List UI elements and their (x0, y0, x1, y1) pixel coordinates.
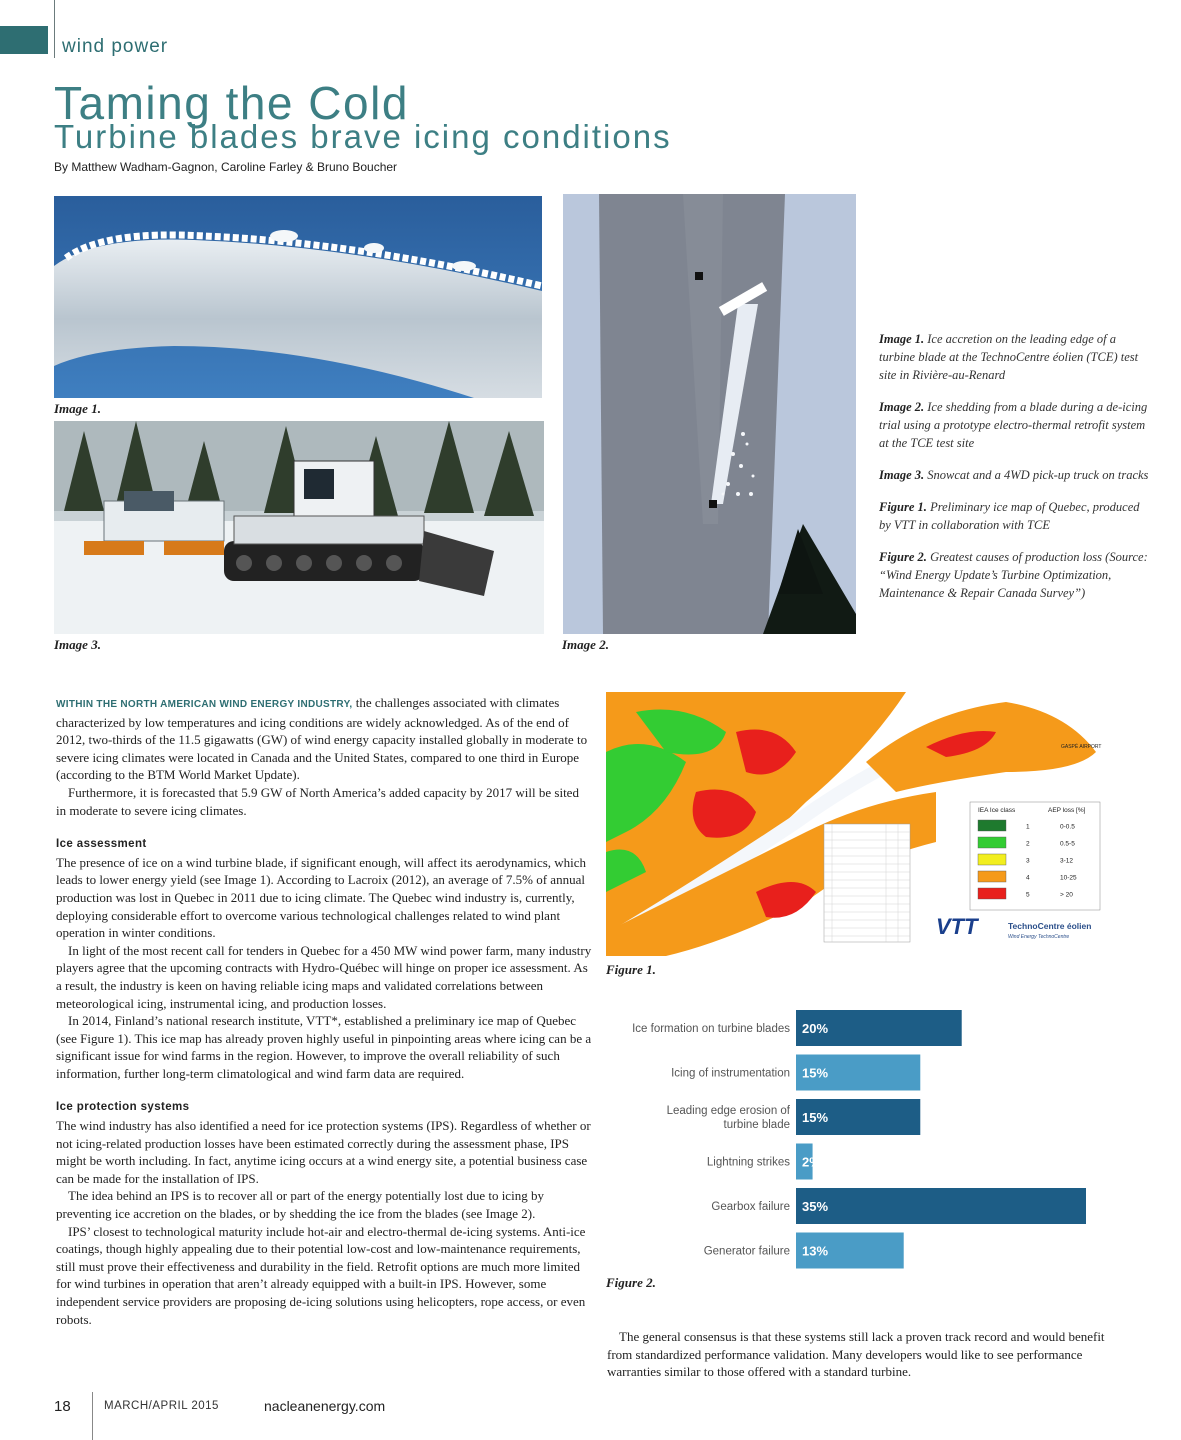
legend-swatch (978, 820, 1006, 831)
closing-paragraph: The general consensus is that these systems still lack a proven track record and would benefit from standardized performance validation. Many developers would like to see performance warranties similar to those offered with a standard turbine. (607, 1329, 1105, 1380)
image-1-tag: Image 1. (54, 401, 101, 416)
legend-header-class: IEA Ice class (978, 807, 1016, 814)
bar-value-label: 20% (802, 1021, 829, 1036)
legend-loss-value: > 20 (1060, 891, 1073, 899)
image-2-ice-shedding-photo (563, 194, 856, 634)
bar-value-label: 15% (802, 1110, 829, 1125)
article-title: Taming the Cold (54, 77, 409, 129)
category-label: Leading edge erosion of (666, 1105, 790, 1117)
image-3-snowcat-photo (54, 421, 544, 634)
body-paragraph: IPS’ closest to technological maturity include hot-air and electro-thermal de-icing systems. Anti-ice coatings, though highly appealing due to their potential low-cost and low-maintenance requirements, still must prove their effectiveness and durability in the field. Retrofit options are much more limited for wind turbines in operation that aren’t already equipped with a built-in IPS. However, some independent service providers are proposing de-icing solutions using helicopters, rope access, or even robots. (56, 1223, 586, 1327)
legend-class-value: 4 (1026, 874, 1030, 882)
image-3-tag: Image 3. (54, 637, 101, 652)
category-label: turbine blade (723, 1119, 790, 1131)
map-site-label: GASPÉ AIRPORT (1061, 744, 1102, 750)
body-paragraph: Furthermore, it is forecasted that 5.9 GW of North America’s added capacity by 2017 will be sited in moderate to severe icing climates. (56, 784, 579, 818)
category-label: Gearbox failure (711, 1201, 790, 1213)
image-1-iced-blade-photo (54, 196, 542, 398)
lead-in-caps: WITHIN THE NORTH AMERICAN WIND ENERGY INDUSTRY, (56, 699, 353, 710)
caption-image-2: Image 2. Ice shedding from a blade during a de-icing trial using a prototype electro-thermal retrofit system at the TCE test site (879, 400, 1148, 450)
legend-class-value: 1 (1026, 823, 1030, 831)
caption-figure-2: Figure 2. Greatest causes of production loss (Source: “Wind Energy Update’s Turbine Optimization, Maintenance & Repair Canada Survey”) (879, 550, 1148, 600)
caption-image-1: Image 1. Ice accretion on the leading edge of a turbine blade at the TechnoCentre éolien (TCE) test site in Rivière-au-Renard (879, 332, 1139, 382)
bar-value-label: 15% (802, 1065, 829, 1081)
legend-swatch (978, 871, 1006, 882)
body-paragraph: The idea behind an IPS is to recover all or part of the energy potentially lost due to icing by preventing ice accretion on the blades, or by shedding the ice from the blades (see Image 2). (56, 1188, 544, 1222)
body-paragraph: The wind industry has also identified a need for ice protection systems (IPS). Regardless of whether or not icing-related production losses have been estimated correctly during the assessment phase, IPS might be worth including. In fact, anytime icing occurs at a wind energy site, a potential business case can be made for the installation of IPS. (56, 1118, 591, 1186)
subhead-ice-protection: Ice protection systems (56, 1101, 190, 1114)
subhead-ice-assessment: Ice assessment (56, 838, 147, 851)
legend-header-loss: AEP loss [%] (1048, 807, 1086, 814)
footer-divider (92, 1392, 93, 1440)
legend-class-value: 5 (1026, 891, 1030, 899)
wind-farm-table (824, 824, 910, 942)
figure-2-bar-chart (606, 1008, 1102, 1270)
category-label: Generator failure (703, 1245, 790, 1258)
category-label: Icing of instrumentation (671, 1067, 790, 1080)
legend-swatch (978, 837, 1006, 848)
vtt-logo: VTT (936, 914, 978, 939)
image-2-tag: Image 2. (562, 637, 609, 652)
section-label: wind power (62, 36, 169, 57)
section-tab-block (0, 26, 48, 54)
body-paragraph: In 2014, Finland’s national research institute, VTT*, established a preliminary ice map of Quebec (see Figure 1). This ice map has already proven highly useful in pinpointing areas where icing can be a significant issue for wind farms in the region. However, to improve the overall reliability of such information, further long-term climatological and wind farm data are required. (56, 1013, 592, 1081)
page-number: 18 (54, 1398, 71, 1415)
legend-loss-value: 3-12 (1060, 857, 1074, 865)
bar-value-label: 2% (802, 1154, 821, 1170)
header-divider (54, 0, 55, 58)
tce-logo: TechnoCentre éolien (1008, 921, 1092, 931)
category-label: Lightning strikes (706, 1156, 790, 1169)
body-paragraph: In light of the most recent call for tenders in Quebec for a 450 MW wind power farm, many industry players agree that the upcoming contracts with Hydro-Québec will hinge on proper ice assessment. As a result, the industry is keen on having reliable icing maps and validated correlations between meteorological icing, instrumental icing, and production losses. (56, 942, 592, 1011)
article-subtitle: Turbine blades brave icing conditions (54, 118, 672, 155)
figure-2-tag: Figure 2. (606, 1275, 656, 1290)
legend-loss-value: 0.5-5 (1060, 840, 1075, 848)
legend-loss-value: 0-0.5 (1060, 823, 1075, 831)
caption-list (879, 330, 1151, 616)
tce-logo-sub: Wind Energy TechnoCentre (1008, 934, 1070, 940)
legend-class-value: 2 (1026, 840, 1030, 848)
figure-1-tag: Figure 1. (606, 962, 656, 977)
caption-image-3: Image 3. Snowcat and a 4WD pick-up truck on tracks (879, 468, 1149, 482)
byline: By Matthew Wadham-Gagnon, Caroline Farley & Bruno Boucher (54, 160, 398, 174)
figure-1-ice-map (606, 692, 1102, 956)
article-body (56, 694, 592, 1328)
map-legend (970, 802, 1100, 910)
legend-loss-value: 10-25 (1060, 874, 1077, 882)
bar-value-label: 35% (802, 1199, 829, 1214)
caption-figure-1: Figure 1. Preliminary ice map of Quebec, produced by VTT in collaboration with TCE (879, 500, 1140, 532)
body-paragraph: WITHIN THE NORTH AMERICAN WIND ENERGY INDUSTRY, the challenges associated with climates characterized by low temperatures and icing conditions are widely acknowledged. As of the end of 2012, two-thirds of the 11.5 gigawatts (GW) of wind energy capacity installed globally in moderate to severe icing climates were located in Canada and the United States, compared to one third in Europe (according to the BTM World Market Update). (56, 695, 588, 783)
issue-date: MARCH/APRIL 2015 (104, 1400, 219, 1412)
publication-site: nacleanenergy.com (264, 1398, 386, 1414)
bar (796, 1188, 1086, 1224)
body-paragraph: The presence of ice on a wind turbine blade, if significant enough, will affect its aerodynamics, which leads to lower energy yield (see Image 1). According to Lacroix (2012), an average of 7.5% of annual production was lost in Quebec in 2011 due to icing climate. The Quebec wind industry is, currently, deploying considerable effort to overcome various technological challenges related to wind plant operation in winter conditions. (56, 854, 587, 941)
category-label: Ice formation on turbine blades (632, 1023, 790, 1035)
legend-swatch (978, 888, 1006, 899)
bar-value-label: 13% (802, 1243, 829, 1259)
legend-class-value: 3 (1026, 857, 1030, 865)
legend-swatch (978, 854, 1006, 865)
